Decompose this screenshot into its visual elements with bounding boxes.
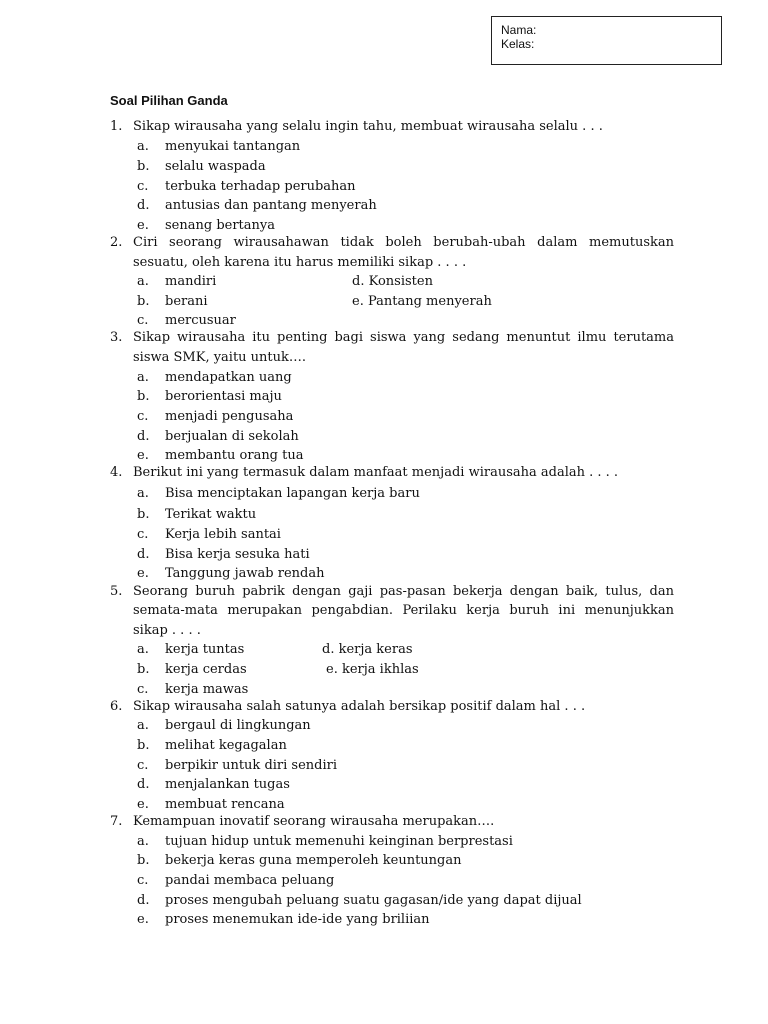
option-text: proses mengubah peluang suatu gagasan/ide yang dapat dijual — [165, 893, 582, 908]
option-label: b. — [137, 507, 150, 522]
option-text: antusias dan pantang menyerah — [165, 198, 377, 213]
class-label: Kelas: — [501, 37, 535, 51]
option-text: berani — [165, 294, 208, 309]
option-label: a. — [137, 139, 149, 154]
option-text: menjalankan tugas — [165, 777, 290, 792]
question-stem: Sikap wirausaha itu penting bagi siswa yang sedang menuntut ilmu terutama — [133, 330, 674, 345]
question-stem: Ciri seorang wirausahawan tidak boleh berubah-ubah dalam memutuskan — [133, 235, 674, 250]
option-text: Tanggung jawab rendah — [165, 566, 325, 581]
option-label: a. — [137, 642, 149, 657]
option-label: e. — [137, 448, 149, 463]
question-stem: Berikut ini yang termasuk dalam manfaat menjadi wirausaha adalah . . . . — [133, 465, 619, 480]
option-text: mendapatkan uang — [165, 370, 292, 385]
question-stem: sesuatu, oleh karena itu harus memiliki sikap . . . . — [133, 255, 467, 270]
option-text: bergaul di lingkungan — [165, 718, 311, 733]
option-text: membantu orang tua — [165, 448, 304, 463]
option-text: e. kerja ikhlas — [326, 662, 419, 677]
option-label: c. — [137, 527, 149, 542]
option-text: mandiri — [165, 274, 217, 289]
option-text: Terikat waktu — [165, 507, 257, 522]
question-stem: siswa SMK, yaitu untuk…. — [133, 350, 307, 365]
option-label: b. — [137, 738, 150, 753]
option-text: selalu waspada — [165, 159, 266, 174]
option-label: c. — [137, 179, 149, 194]
option-label: c. — [137, 313, 149, 328]
option-text: terbuka terhadap perubahan — [165, 179, 356, 194]
question-number: 5. — [110, 584, 123, 599]
question-stem: Sikap wirausaha yang selalu ingin tahu, membuat wirausaha selalu . . . — [133, 119, 603, 134]
option-text: pandai membaca peluang — [165, 873, 335, 888]
option-label: e. — [137, 218, 149, 233]
option-label: c. — [137, 682, 149, 697]
option-label: d. — [137, 429, 150, 444]
option-text: melihat kegagalan — [165, 738, 287, 753]
question-number: 4. — [110, 465, 123, 480]
option-label: e. — [137, 566, 149, 581]
option-text: bekerja keras guna memperoleh keuntungan — [165, 853, 462, 868]
option-label: d. — [137, 198, 150, 213]
question-stem: Sikap wirausaha salah satunya adalah bersikap positif dalam hal . . . — [133, 699, 586, 714]
question-stem: Seorang buruh pabrik dengan gaji pas-pasan bekerja dengan baik, tulus, dan — [133, 584, 674, 599]
option-label: d. — [137, 547, 150, 562]
option-text: e. Pantang menyerah — [352, 294, 492, 309]
question-stem: sikap . . . . — [133, 623, 201, 638]
option-text: Bisa menciptakan lapangan kerja baru — [165, 486, 420, 501]
option-label: b. — [137, 159, 150, 174]
option-label: b. — [137, 389, 150, 404]
option-text: menjadi pengusaha — [165, 409, 294, 424]
option-text: kerja cerdas — [165, 662, 247, 677]
option-label: c. — [137, 873, 149, 888]
option-label: a. — [137, 834, 149, 849]
option-label: a. — [137, 486, 149, 501]
option-text: Kerja lebih santai — [165, 527, 281, 542]
option-label: e. — [137, 797, 149, 812]
option-label: e. — [137, 912, 149, 927]
option-text: Bisa kerja sesuka hati — [165, 547, 310, 562]
question-number: 2. — [110, 235, 123, 250]
option-text: mercusuar — [165, 313, 236, 328]
option-text: d. Konsisten — [352, 274, 433, 289]
option-text: kerja mawas — [165, 682, 249, 697]
question-stem: Kemampuan inovatif seorang wirausaha merupakan…. — [133, 814, 495, 829]
option-text: menyukai tantangan — [165, 139, 301, 154]
option-label: d. — [137, 777, 150, 792]
option-text: kerja tuntas — [165, 642, 245, 657]
option-label: a. — [137, 274, 149, 289]
option-text: berjualan di sekolah — [165, 429, 299, 444]
option-label: b. — [137, 294, 150, 309]
option-text: d. kerja keras — [322, 642, 413, 657]
question-number: 7. — [110, 814, 123, 829]
option-text: berorientasi maju — [165, 389, 282, 404]
question-number: 3. — [110, 330, 123, 345]
option-text: senang bertanya — [165, 218, 275, 233]
option-label: a. — [137, 370, 149, 385]
option-label: c. — [137, 409, 149, 424]
option-label: b. — [137, 853, 150, 868]
option-label: b. — [137, 662, 150, 677]
name-label: Nama: — [501, 23, 537, 37]
option-text: tujuan hidup untuk memenuhi keinginan berprestasi — [165, 834, 513, 849]
page-title: Soal Pilihan Ganda — [110, 93, 228, 108]
question-stem: semata-mata merupakan pengabdian. Perilaku kerja buruh ini menunjukkan — [133, 603, 674, 618]
question-number: 1. — [110, 119, 123, 134]
option-label: d. — [137, 893, 150, 908]
question-number: 6. — [110, 699, 123, 714]
option-label: a. — [137, 718, 149, 733]
option-text: membuat rencana — [165, 797, 285, 812]
option-text: proses menemukan ide-ide yang briliian — [165, 912, 430, 927]
option-text: berpikir untuk diri sendiri — [165, 758, 338, 773]
option-label: c. — [137, 758, 149, 773]
